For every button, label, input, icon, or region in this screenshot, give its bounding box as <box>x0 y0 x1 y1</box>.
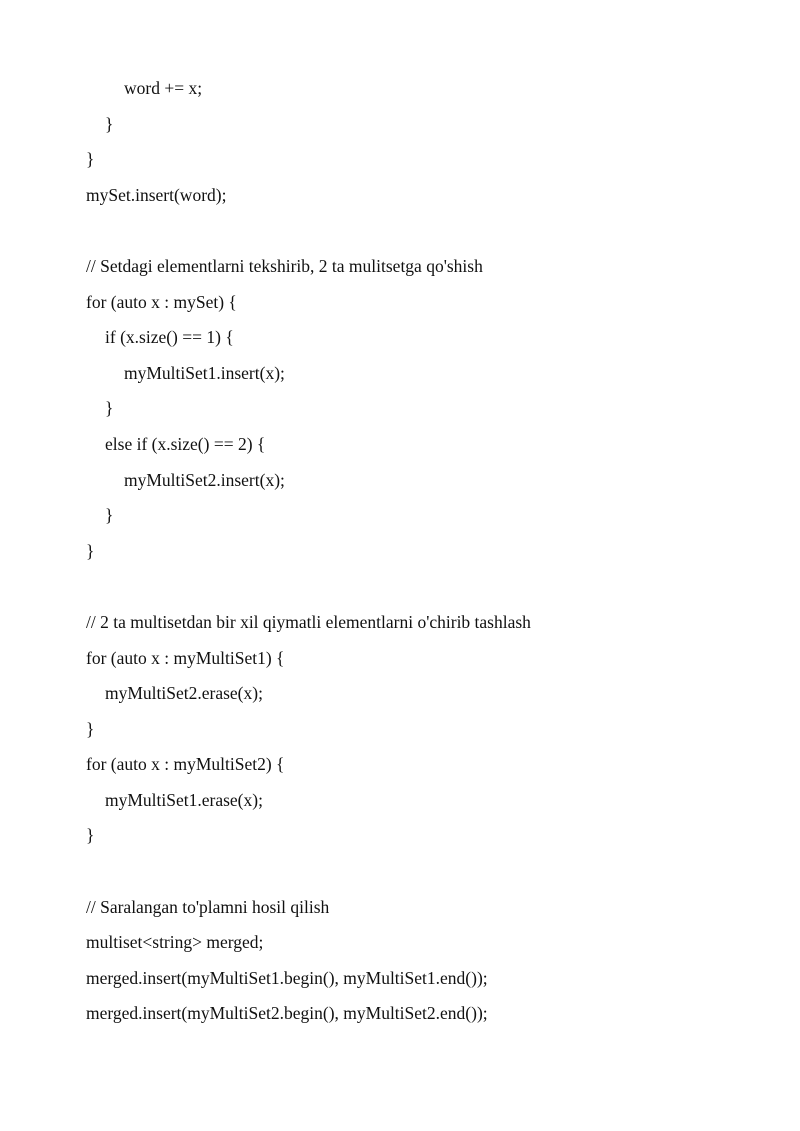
code-line: myMultiSet1.insert(x); <box>124 362 285 383</box>
code-line: merged.insert(myMultiSet2.begin(), myMultiSet2.end()); <box>86 1003 488 1024</box>
code-line: } <box>86 149 95 170</box>
code-line: if (x.size() == 1) { <box>105 327 234 348</box>
code-line: merged.insert(myMultiSet1.begin(), myMultiSet1.end()); <box>86 967 488 988</box>
code-line: } <box>86 718 95 739</box>
code-line: myMultiSet1.erase(x); <box>105 789 263 810</box>
code-line: } <box>86 825 95 846</box>
code-line: for (auto x : myMultiSet1) { <box>86 647 285 668</box>
blank-line <box>86 570 776 606</box>
code-comment: // Setdagi elementlarni tekshirib, 2 ta mulitsetga qo'shish <box>86 255 483 276</box>
code-line: } <box>105 113 114 134</box>
code-line: } <box>105 398 114 419</box>
code-line: myMultiSet2.insert(x); <box>124 469 285 490</box>
code-line: } <box>105 505 114 526</box>
code-line: multiset<string> merged; <box>86 932 264 953</box>
blank-line <box>86 214 776 250</box>
code-line: mySet.insert(word); <box>86 184 227 205</box>
code-line: else if (x.size() == 2) { <box>105 433 266 454</box>
code-line: } <box>86 540 95 561</box>
code-block <box>86 72 776 1033</box>
blank-line <box>86 855 776 891</box>
code-comment: // Saralangan to'plamni hosil qilish <box>86 896 330 917</box>
code-line: for (auto x : mySet) { <box>86 291 237 312</box>
code-line: myMultiSet2.erase(x); <box>105 683 263 704</box>
code-line: for (auto x : myMultiSet2) { <box>86 754 285 775</box>
code-comment: // 2 ta multisetdan bir xil qiymatli elementlarni o'chirib tashlash <box>86 611 531 632</box>
code-line: word += x; <box>124 78 203 98</box>
